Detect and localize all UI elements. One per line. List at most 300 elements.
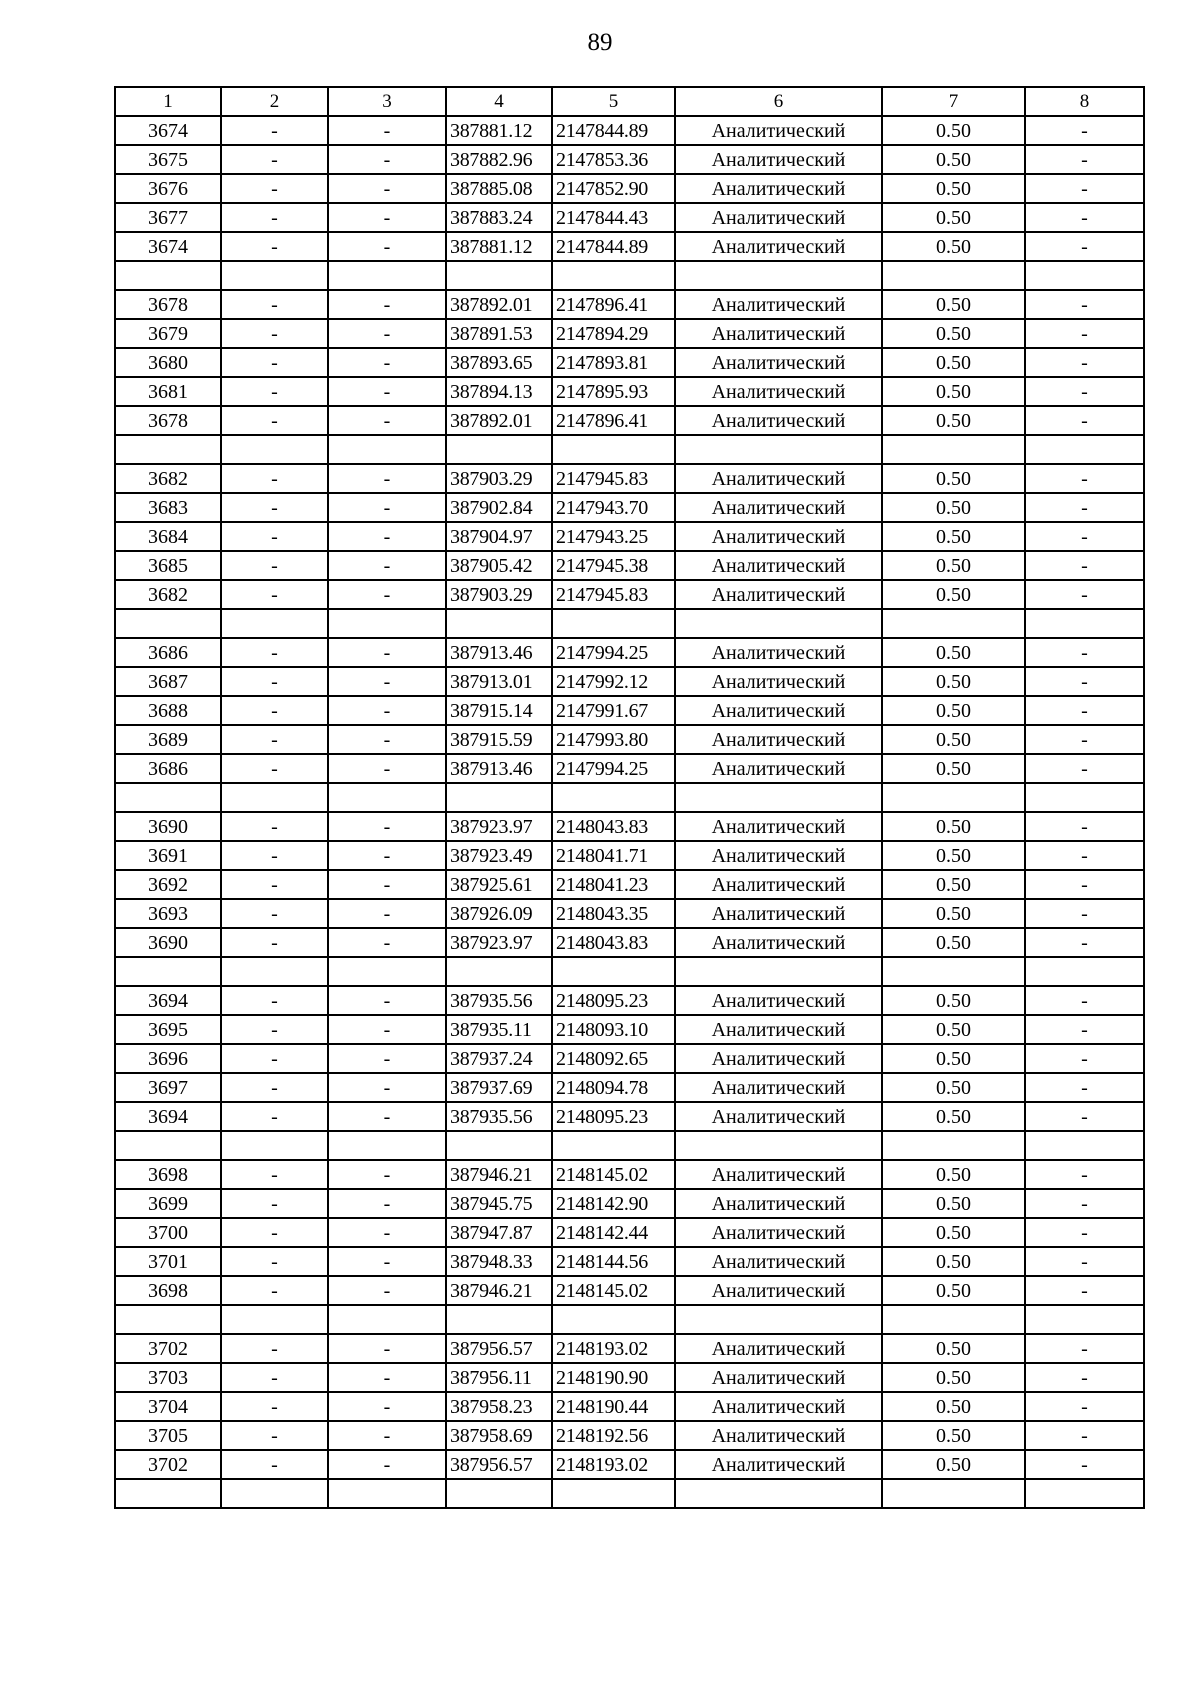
table-row	[115, 638, 1144, 667]
col8-cell: -	[1025, 1363, 1144, 1392]
col2-cell	[221, 1479, 328, 1508]
table-row	[115, 899, 1144, 928]
point-number-cell: 3701	[115, 1247, 221, 1276]
method-cell	[675, 783, 882, 812]
accuracy-cell: 0.50	[882, 899, 1025, 928]
col8-cell: -	[1025, 174, 1144, 203]
table-row	[115, 1305, 1144, 1334]
point-number-cell: 3695	[115, 1015, 221, 1044]
point-number-cell: 3689	[115, 725, 221, 754]
col3-cell: -	[328, 841, 446, 870]
col3-cell: -	[328, 406, 446, 435]
col3-cell: -	[328, 1044, 446, 1073]
column-header: 6	[675, 87, 882, 116]
col3-cell: -	[328, 319, 446, 348]
table-row	[115, 319, 1144, 348]
col8-cell: -	[1025, 841, 1144, 870]
col2-cell: -	[221, 348, 328, 377]
y-coordinate-cell: 2148043.35	[552, 899, 675, 928]
col2-cell: -	[221, 174, 328, 203]
col2-cell: -	[221, 899, 328, 928]
col3-cell: -	[328, 1392, 446, 1421]
accuracy-cell	[882, 435, 1025, 464]
col8-cell: -	[1025, 232, 1144, 261]
y-coordinate-cell: 2148193.02	[552, 1334, 675, 1363]
col2-cell: -	[221, 928, 328, 957]
method-cell: Аналитический	[675, 1015, 882, 1044]
col2-cell: -	[221, 754, 328, 783]
accuracy-cell: 0.50	[882, 464, 1025, 493]
col8-cell	[1025, 1305, 1144, 1334]
col8-cell: -	[1025, 203, 1144, 232]
method-cell	[675, 261, 882, 290]
col8-cell: -	[1025, 870, 1144, 899]
x-coordinate-cell: 387892.01	[446, 290, 552, 319]
method-cell: Аналитический	[675, 841, 882, 870]
method-cell: Аналитический	[675, 899, 882, 928]
col2-cell: -	[221, 377, 328, 406]
col2-cell: -	[221, 1015, 328, 1044]
col8-cell: -	[1025, 406, 1144, 435]
y-coordinate-cell: 2148095.23	[552, 986, 675, 1015]
point-number-cell: 3680	[115, 348, 221, 377]
y-coordinate-cell: 2147844.89	[552, 116, 675, 145]
method-cell: Аналитический	[675, 174, 882, 203]
point-number-cell: 3677	[115, 203, 221, 232]
accuracy-cell: 0.50	[882, 290, 1025, 319]
table-row	[115, 464, 1144, 493]
method-cell: Аналитический	[675, 551, 882, 580]
point-number-cell: 3705	[115, 1421, 221, 1450]
col8-cell: -	[1025, 1160, 1144, 1189]
col8-cell: -	[1025, 1276, 1144, 1305]
table-row	[115, 783, 1144, 812]
accuracy-cell: 0.50	[882, 551, 1025, 580]
col8-cell: -	[1025, 580, 1144, 609]
point-number-cell: 3684	[115, 522, 221, 551]
col8-cell: -	[1025, 754, 1144, 783]
col8-cell: -	[1025, 493, 1144, 522]
col2-cell: -	[221, 841, 328, 870]
point-number-cell: 3696	[115, 1044, 221, 1073]
method-cell: Аналитический	[675, 1044, 882, 1073]
col2-cell: -	[221, 116, 328, 145]
y-coordinate-cell: 2147945.83	[552, 464, 675, 493]
y-coordinate-cell	[552, 1305, 675, 1334]
col8-cell: -	[1025, 1218, 1144, 1247]
col8-cell: -	[1025, 667, 1144, 696]
table-row	[115, 1363, 1144, 1392]
table-row	[115, 609, 1144, 638]
col3-cell: -	[328, 1247, 446, 1276]
accuracy-cell: 0.50	[882, 1276, 1025, 1305]
point-number-cell: 3692	[115, 870, 221, 899]
method-cell: Аналитический	[675, 290, 882, 319]
table-row	[115, 145, 1144, 174]
y-coordinate-cell	[552, 1131, 675, 1160]
method-cell: Аналитический	[675, 203, 882, 232]
col8-cell: -	[1025, 1450, 1144, 1479]
col3-cell: -	[328, 754, 446, 783]
col2-cell: -	[221, 667, 328, 696]
table-row	[115, 1479, 1144, 1508]
y-coordinate-cell: 2148092.65	[552, 1044, 675, 1073]
col3-cell	[328, 609, 446, 638]
col3-cell: -	[328, 1189, 446, 1218]
y-coordinate-cell	[552, 957, 675, 986]
col3-cell: -	[328, 493, 446, 522]
x-coordinate-cell	[446, 1479, 552, 1508]
col2-cell: -	[221, 1189, 328, 1218]
accuracy-cell: 0.50	[882, 1334, 1025, 1363]
x-coordinate-cell	[446, 783, 552, 812]
method-cell	[675, 609, 882, 638]
accuracy-cell: 0.50	[882, 1102, 1025, 1131]
y-coordinate-cell: 2148041.23	[552, 870, 675, 899]
x-coordinate-cell	[446, 957, 552, 986]
col8-cell: -	[1025, 899, 1144, 928]
method-cell: Аналитический	[675, 580, 882, 609]
col3-cell: -	[328, 696, 446, 725]
y-coordinate-cell: 2148095.23	[552, 1102, 675, 1131]
table-row	[115, 290, 1144, 319]
col2-cell: -	[221, 812, 328, 841]
point-number-cell: 3704	[115, 1392, 221, 1421]
method-cell: Аналитический	[675, 667, 882, 696]
table-row	[115, 174, 1144, 203]
column-header: 8	[1025, 87, 1144, 116]
x-coordinate-cell: 387956.11	[446, 1363, 552, 1392]
accuracy-cell: 0.50	[882, 725, 1025, 754]
col3-cell: -	[328, 899, 446, 928]
table-row	[115, 406, 1144, 435]
x-coordinate-cell	[446, 609, 552, 638]
column-header: 1	[115, 87, 221, 116]
method-cell	[675, 1479, 882, 1508]
col2-cell: -	[221, 1044, 328, 1073]
y-coordinate-cell: 2147994.25	[552, 754, 675, 783]
col3-cell: -	[328, 290, 446, 319]
point-number-cell	[115, 957, 221, 986]
x-coordinate-cell: 387923.49	[446, 841, 552, 870]
y-coordinate-cell: 2147894.29	[552, 319, 675, 348]
method-cell: Аналитический	[675, 377, 882, 406]
point-number-cell: 3702	[115, 1450, 221, 1479]
x-coordinate-cell: 387915.14	[446, 696, 552, 725]
col8-cell: -	[1025, 1247, 1144, 1276]
col8-cell: -	[1025, 319, 1144, 348]
table-body	[115, 116, 1144, 1508]
col2-cell: -	[221, 551, 328, 580]
col2-cell	[221, 609, 328, 638]
x-coordinate-cell: 387905.42	[446, 551, 552, 580]
y-coordinate-cell: 2147895.93	[552, 377, 675, 406]
col3-cell: -	[328, 667, 446, 696]
table-row	[115, 841, 1144, 870]
table-row	[115, 928, 1144, 957]
method-cell: Аналитический	[675, 348, 882, 377]
accuracy-cell: 0.50	[882, 580, 1025, 609]
col2-cell: -	[221, 1102, 328, 1131]
col8-cell: -	[1025, 638, 1144, 667]
col8-cell: -	[1025, 725, 1144, 754]
col3-cell: -	[328, 580, 446, 609]
table-row	[115, 580, 1144, 609]
x-coordinate-cell: 387885.08	[446, 174, 552, 203]
point-number-cell: 3679	[115, 319, 221, 348]
accuracy-cell: 0.50	[882, 841, 1025, 870]
method-cell: Аналитический	[675, 1102, 882, 1131]
col8-cell: -	[1025, 377, 1144, 406]
col3-cell: -	[328, 348, 446, 377]
col3-cell: -	[328, 232, 446, 261]
table-row	[115, 1334, 1144, 1363]
column-header: 7	[882, 87, 1025, 116]
point-number-cell: 3688	[115, 696, 221, 725]
x-coordinate-cell: 387904.97	[446, 522, 552, 551]
x-coordinate-cell: 387915.59	[446, 725, 552, 754]
col8-cell: -	[1025, 1102, 1144, 1131]
col2-cell: -	[221, 1276, 328, 1305]
y-coordinate-cell: 2148142.44	[552, 1218, 675, 1247]
col3-cell: -	[328, 551, 446, 580]
x-coordinate-cell	[446, 435, 552, 464]
x-coordinate-cell: 387935.56	[446, 986, 552, 1015]
method-cell: Аналитический	[675, 406, 882, 435]
point-number-cell: 3675	[115, 145, 221, 174]
x-coordinate-cell: 387893.65	[446, 348, 552, 377]
x-coordinate-cell: 387937.69	[446, 1073, 552, 1102]
method-cell: Аналитический	[675, 1189, 882, 1218]
col3-cell: -	[328, 1218, 446, 1247]
method-cell: Аналитический	[675, 1218, 882, 1247]
accuracy-cell: 0.50	[882, 870, 1025, 899]
accuracy-cell	[882, 783, 1025, 812]
col8-cell: -	[1025, 1015, 1144, 1044]
point-number-cell: 3697	[115, 1073, 221, 1102]
y-coordinate-cell: 2148145.02	[552, 1276, 675, 1305]
y-coordinate-cell: 2147844.89	[552, 232, 675, 261]
point-number-cell: 3694	[115, 986, 221, 1015]
col3-cell: -	[328, 928, 446, 957]
point-number-cell	[115, 435, 221, 464]
col3-cell	[328, 1305, 446, 1334]
method-cell: Аналитический	[675, 116, 882, 145]
col2-cell: -	[221, 1363, 328, 1392]
col2-cell: -	[221, 1334, 328, 1363]
col2-cell: -	[221, 319, 328, 348]
accuracy-cell: 0.50	[882, 1189, 1025, 1218]
y-coordinate-cell	[552, 609, 675, 638]
y-coordinate-cell: 2148190.90	[552, 1363, 675, 1392]
x-coordinate-cell: 387903.29	[446, 464, 552, 493]
method-cell: Аналитический	[675, 1450, 882, 1479]
point-number-cell	[115, 261, 221, 290]
col2-cell: -	[221, 580, 328, 609]
x-coordinate-cell: 387902.84	[446, 493, 552, 522]
x-coordinate-cell: 387956.57	[446, 1334, 552, 1363]
x-coordinate-cell: 387946.21	[446, 1276, 552, 1305]
point-number-cell: 3686	[115, 754, 221, 783]
col3-cell: -	[328, 1363, 446, 1392]
col2-cell	[221, 1131, 328, 1160]
method-cell: Аналитический	[675, 812, 882, 841]
table-row	[115, 377, 1144, 406]
table-row	[115, 812, 1144, 841]
y-coordinate-cell: 2148043.83	[552, 812, 675, 841]
point-number-cell: 3698	[115, 1276, 221, 1305]
y-coordinate-cell	[552, 1479, 675, 1508]
point-number-cell: 3682	[115, 580, 221, 609]
accuracy-cell: 0.50	[882, 406, 1025, 435]
col2-cell	[221, 957, 328, 986]
method-cell: Аналитический	[675, 1276, 882, 1305]
col3-cell: -	[328, 1276, 446, 1305]
x-coordinate-cell: 387881.12	[446, 116, 552, 145]
column-header: 5	[552, 87, 675, 116]
y-coordinate-cell	[552, 435, 675, 464]
col2-cell: -	[221, 145, 328, 174]
accuracy-cell: 0.50	[882, 232, 1025, 261]
col2-cell	[221, 1305, 328, 1334]
col3-cell: -	[328, 116, 446, 145]
y-coordinate-cell: 2147943.70	[552, 493, 675, 522]
point-number-cell: 3699	[115, 1189, 221, 1218]
col8-cell: -	[1025, 145, 1144, 174]
accuracy-cell: 0.50	[882, 145, 1025, 174]
accuracy-cell: 0.50	[882, 754, 1025, 783]
y-coordinate-cell: 2148193.02	[552, 1450, 675, 1479]
y-coordinate-cell: 2148190.44	[552, 1392, 675, 1421]
accuracy-cell: 0.50	[882, 319, 1025, 348]
x-coordinate-cell: 387923.97	[446, 928, 552, 957]
y-coordinate-cell: 2148192.56	[552, 1421, 675, 1450]
point-number-cell: 3678	[115, 290, 221, 319]
accuracy-cell: 0.50	[882, 1218, 1025, 1247]
col3-cell	[328, 435, 446, 464]
col8-cell: -	[1025, 1392, 1144, 1421]
y-coordinate-cell: 2147943.25	[552, 522, 675, 551]
method-cell: Аналитический	[675, 1334, 882, 1363]
col3-cell	[328, 1479, 446, 1508]
accuracy-cell	[882, 609, 1025, 638]
y-coordinate-cell: 2147852.90	[552, 174, 675, 203]
point-number-cell	[115, 1131, 221, 1160]
method-cell: Аналитический	[675, 522, 882, 551]
method-cell: Аналитический	[675, 986, 882, 1015]
table-row	[115, 667, 1144, 696]
col8-cell	[1025, 1479, 1144, 1508]
column-header: 3	[328, 87, 446, 116]
col8-cell: -	[1025, 696, 1144, 725]
col3-cell: -	[328, 1421, 446, 1450]
col3-cell: -	[328, 638, 446, 667]
col8-cell: -	[1025, 290, 1144, 319]
point-number-cell: 3678	[115, 406, 221, 435]
col3-cell: -	[328, 174, 446, 203]
col2-cell: -	[221, 1073, 328, 1102]
y-coordinate-cell: 2147896.41	[552, 290, 675, 319]
y-coordinate-cell: 2147945.83	[552, 580, 675, 609]
col3-cell: -	[328, 1102, 446, 1131]
table-row	[115, 1044, 1144, 1073]
table-row	[115, 870, 1144, 899]
y-coordinate-cell: 2147992.12	[552, 667, 675, 696]
col3-cell: -	[328, 1450, 446, 1479]
col8-cell: -	[1025, 812, 1144, 841]
method-cell: Аналитический	[675, 145, 882, 174]
point-number-cell: 3674	[115, 116, 221, 145]
y-coordinate-cell: 2147994.25	[552, 638, 675, 667]
col3-cell	[328, 957, 446, 986]
x-coordinate-cell: 387956.57	[446, 1450, 552, 1479]
accuracy-cell: 0.50	[882, 696, 1025, 725]
y-coordinate-cell: 2148094.78	[552, 1073, 675, 1102]
method-cell	[675, 957, 882, 986]
accuracy-cell: 0.50	[882, 1015, 1025, 1044]
y-coordinate-cell: 2147893.81	[552, 348, 675, 377]
col8-cell: -	[1025, 522, 1144, 551]
table-row	[115, 1102, 1144, 1131]
x-coordinate-cell: 387958.23	[446, 1392, 552, 1421]
accuracy-cell: 0.50	[882, 377, 1025, 406]
point-number-cell: 3674	[115, 232, 221, 261]
y-coordinate-cell: 2147993.80	[552, 725, 675, 754]
accuracy-cell: 0.50	[882, 1450, 1025, 1479]
col3-cell	[328, 783, 446, 812]
page-number: 89	[587, 29, 613, 56]
method-cell: Аналитический	[675, 870, 882, 899]
col3-cell: -	[328, 522, 446, 551]
method-cell: Аналитический	[675, 696, 882, 725]
col2-cell: -	[221, 1421, 328, 1450]
table-row	[115, 116, 1144, 145]
table-row	[115, 1189, 1144, 1218]
accuracy-cell: 0.50	[882, 1044, 1025, 1073]
table-row	[115, 1392, 1144, 1421]
accuracy-cell: 0.50	[882, 667, 1025, 696]
col3-cell: -	[328, 203, 446, 232]
table-row	[115, 986, 1144, 1015]
col2-cell	[221, 261, 328, 290]
y-coordinate-cell: 2148145.02	[552, 1160, 675, 1189]
col2-cell: -	[221, 986, 328, 1015]
col2-cell: -	[221, 1160, 328, 1189]
accuracy-cell	[882, 1305, 1025, 1334]
method-cell: Аналитический	[675, 1363, 882, 1392]
x-coordinate-cell	[446, 1305, 552, 1334]
table-row	[115, 203, 1144, 232]
col8-cell: -	[1025, 116, 1144, 145]
table-row	[115, 1073, 1144, 1102]
col2-cell: -	[221, 493, 328, 522]
y-coordinate-cell: 2148093.10	[552, 1015, 675, 1044]
y-coordinate-cell: 2148144.56	[552, 1247, 675, 1276]
method-cell: Аналитический	[675, 638, 882, 667]
col8-cell: -	[1025, 1073, 1144, 1102]
point-number-cell: 3698	[115, 1160, 221, 1189]
x-coordinate-cell: 387913.46	[446, 638, 552, 667]
col2-cell: -	[221, 406, 328, 435]
col3-cell: -	[328, 986, 446, 1015]
accuracy-cell: 0.50	[882, 638, 1025, 667]
column-header: 4	[446, 87, 552, 116]
table-header-row	[115, 87, 1144, 116]
table-row	[115, 551, 1144, 580]
x-coordinate-cell: 387894.13	[446, 377, 552, 406]
x-coordinate-cell: 387935.56	[446, 1102, 552, 1131]
method-cell: Аналитический	[675, 1421, 882, 1450]
